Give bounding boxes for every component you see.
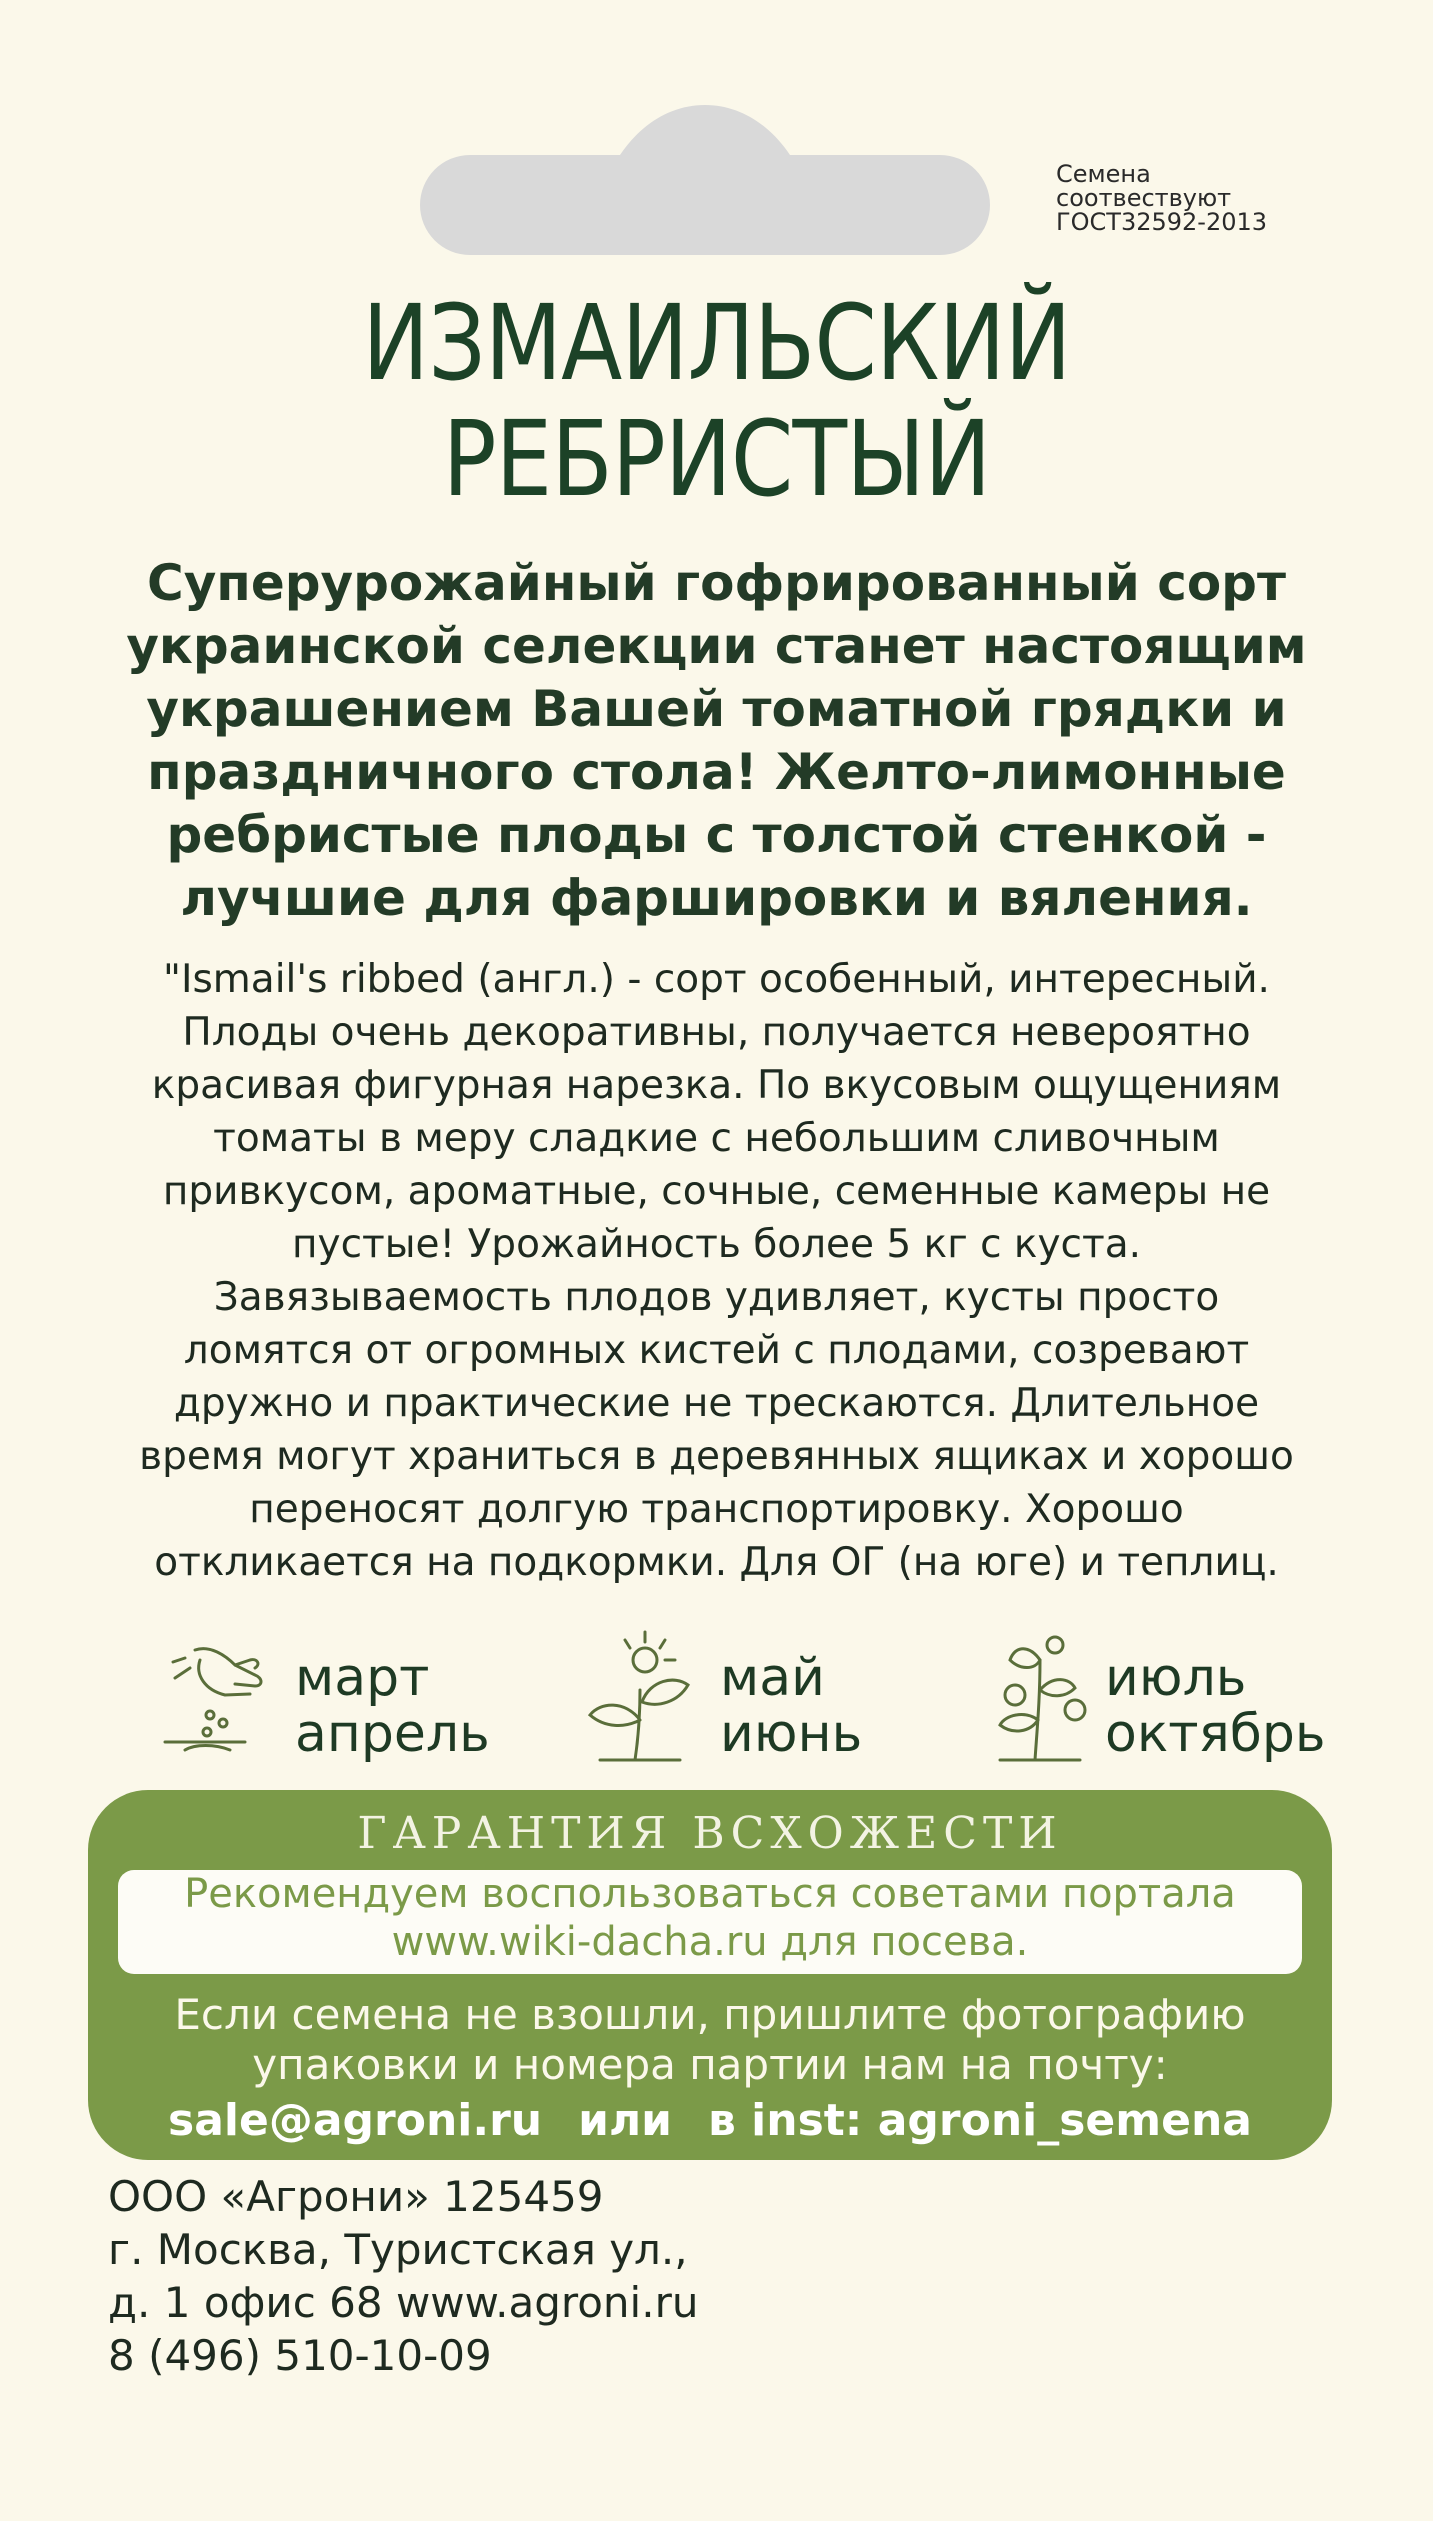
guarantee-note: Если семена не взошли, пришлите фотографию упаковки и номера партии нам на почту: [174, 1990, 1246, 2089]
contact-instagram[interactable]: в inst: agroni_semena [708, 2095, 1252, 2146]
contact-or: или [578, 2095, 672, 2146]
season-harvest-start: июль [1105, 1648, 1247, 1708]
variety-title: ИЗМАИЛЬСКИЙ РЕБРИСТЫЙ [362, 282, 1071, 520]
lead-paragraph: Суперурожайный гофрированный сорт украинской селекции станет настоящим украшением Вашей томатной грядки и праздничного стола! Желто-лимонные ребристые плоды с толстой стенкой - лучшие для фаршировки и вяления. [126, 554, 1307, 927]
seedling-sun-icon [580, 1620, 710, 1770]
guarantee-contacts [88, 2096, 1332, 2146]
guarantee-panel [88, 1790, 1332, 2160]
contact-email[interactable]: sale@agroni.ru [168, 2095, 543, 2146]
season-sowing-end: апрель [295, 1704, 490, 1764]
description-paragraph: "Ismail's ribbed (англ.) - сорт особенный, интересный. Плоды очень декоративны, получается невероятно красивая фигурная нарезка. По вкусовым ощущениям томаты в меру сладкие с небольшим сливочным привкусом, ароматные, сочные, семенные камеры не пустые! Урожайность более 5 кг с куста. Завязываемость плодов удивляет, кусты просто ломятся от огромных кистей с плодами, созревают дружно и практические не трескаются. Длительное время могут храниться в деревянных ящиках и хорошо переносят долгую транспортировку. Хорошо откликается на подкормки. Для ОГ (на юге) и теплиц. [139, 957, 1294, 1585]
season-harvest-end: октябрь [1105, 1704, 1326, 1764]
company-address: ООО «Агрони» 125459 г. Москва, Туристская ул., д. 1 офис 68 www.agroni.ru 8 (496) 510-10-09 [108, 2172, 699, 2380]
season-sowing-start: март [295, 1648, 430, 1708]
recommend-box [118, 1870, 1302, 1974]
fruiting-plant-icon [985, 1620, 1105, 1770]
gost-note: Семена соотвествуют ГОСТ32592-2013 [1056, 160, 1268, 236]
season-transplant [580, 1620, 900, 1770]
sowing-hand-icon [155, 1620, 285, 1770]
season-transplant-end: июнь [720, 1704, 863, 1764]
season-transplant-start: май [720, 1648, 825, 1708]
recommend-line-1: Рекомендуем воспользоваться советами портала [184, 1871, 1236, 1917]
season-harvest [985, 1620, 1345, 1770]
recommend-line-2: www.wiki-dacha.ru для посева. [391, 1919, 1029, 1965]
season-sowing [155, 1620, 515, 1770]
hang-tab-cutout [400, 105, 1010, 255]
guarantee-title: ГАРАНТИЯ ВСХОЖЕСТИ [357, 1808, 1063, 1859]
